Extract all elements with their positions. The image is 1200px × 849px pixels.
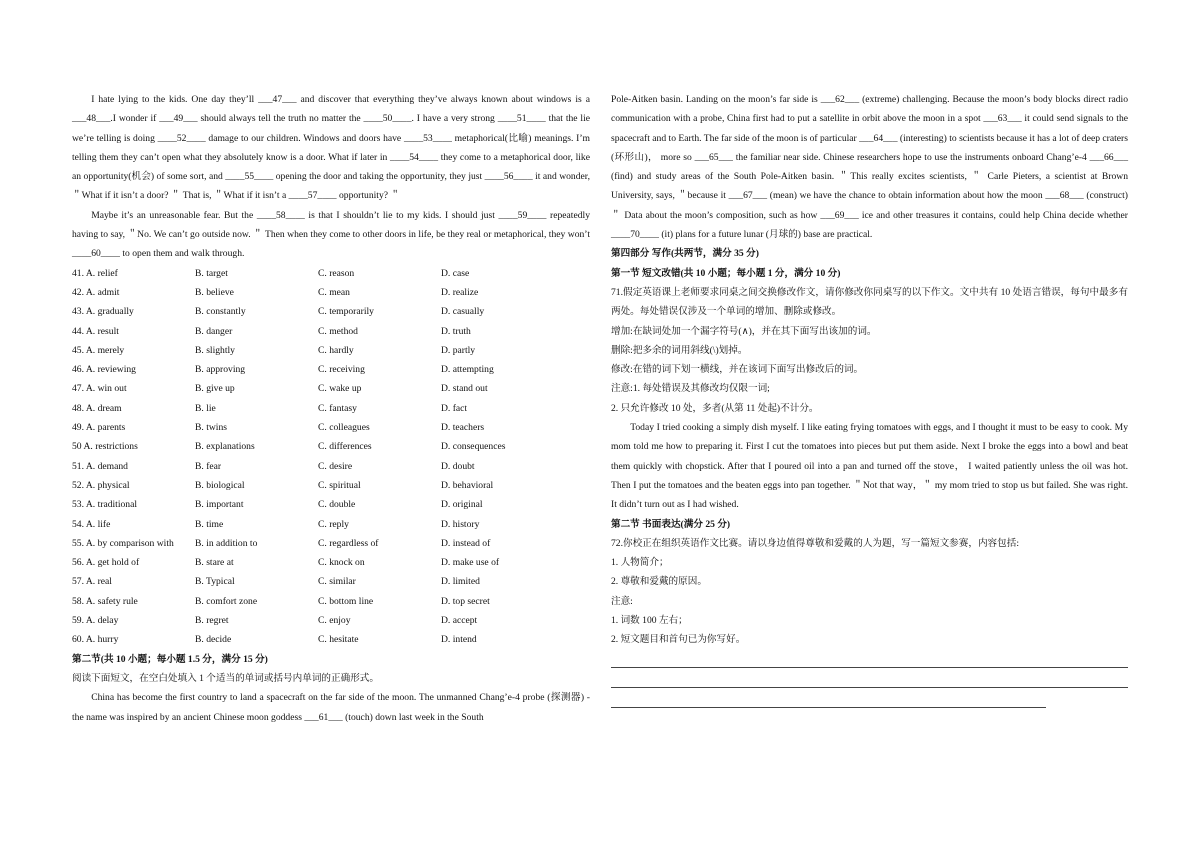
option-row — [72, 379, 590, 398]
option-row — [72, 611, 590, 630]
option-c[interactable]: C. colleagues — [318, 422, 370, 434]
option-a[interactable]: 46. A. reviewing — [72, 364, 136, 376]
option-b[interactable]: B. decide — [195, 634, 232, 646]
option-a[interactable]: 42. A. admit — [72, 286, 120, 298]
option-row — [72, 264, 590, 283]
option-a[interactable]: 58. A. safety rule — [72, 595, 138, 607]
note-1: 注意:1. 每处错误及其修改均仅限一词; — [611, 383, 770, 395]
option-b[interactable]: B. important — [195, 499, 244, 511]
option-a[interactable]: 51. A. demand — [72, 460, 128, 472]
right-column — [611, 90, 1128, 710]
option-a[interactable]: 49. A. parents — [72, 422, 126, 434]
rule-add: 增加:在缺词处加一个漏字符号(∧)，并在其下面写出该加的词。 — [611, 325, 877, 337]
answer-line-3[interactable] — [611, 690, 1046, 708]
option-c[interactable]: C. spiritual — [318, 479, 361, 491]
option-a[interactable]: 54. A. life — [72, 518, 111, 530]
option-d[interactable]: D. consequences — [441, 441, 506, 453]
option-c[interactable]: C. hesitate — [318, 634, 359, 646]
option-b[interactable]: B. constantly — [195, 306, 246, 318]
essay-text: Today I tried cooking a simply dish myself. I like eating frying tomatoes with eggs, and I thought it must to be easy to cook. My mom told me how to preparing it. First I cut the tomatoes into pieces but put them aside. Next I broke the eggs into a bowl and beat them quickly with chopstick. After that I poured oil into a pan and turned off the stove， I waited patiently unless the oil was hot. Then I put the tomatoes and the beaten eggs into pan together. ＂Not that way，＂ my mom tried to stop us but failed. She was right. It didn’t turn out as I had wished. — [611, 422, 1128, 511]
part4-title: 第四部分 写作(共两节，满分 35 分) — [611, 248, 759, 260]
section2-title: 第二节(共 10 小题；每小题 1.5 分，满分 15 分) — [72, 653, 268, 665]
option-d[interactable]: D. partly — [441, 344, 476, 356]
option-c[interactable]: C. method — [318, 325, 358, 337]
option-row — [72, 553, 590, 572]
option-d[interactable]: D. attempting — [441, 364, 494, 376]
option-b[interactable]: B. target — [195, 267, 228, 279]
left-column — [72, 90, 590, 727]
writing-title: 第二节 书面表达(满分 25 分) — [611, 518, 731, 530]
option-a[interactable]: 60. A. hurry — [72, 634, 119, 646]
option-a[interactable]: 57. A. real — [72, 576, 112, 588]
option-row — [72, 630, 590, 649]
error-correction-title: 第一节 短文改错(共 10 小题；每小题 1 分，满分 10 分) — [611, 267, 841, 279]
point-2: 2. 尊敬和爱戴的原因。 — [611, 576, 707, 588]
option-b[interactable]: B. give up — [195, 383, 235, 395]
option-b[interactable]: B. believe — [195, 286, 234, 298]
option-c[interactable]: C. double — [318, 499, 356, 511]
option-b[interactable]: B. lie — [195, 402, 216, 414]
option-a[interactable]: 44. A. result — [72, 325, 119, 337]
option-c[interactable]: C. similar — [318, 576, 356, 588]
option-b[interactable]: B. Typical — [195, 576, 235, 588]
option-d[interactable]: D. truth — [441, 325, 471, 337]
option-row — [72, 476, 590, 495]
cloze-paragraph-1: I hate lying to the kids. One day they’ll ___47___ and discover that everything they’ve always known about windows is a ___48___.I wonder if ___49___ should always tell the truth no matter the ____50____. I have a very strong ____51____ that the lie we’re telling is doing ____52____ damage to our children. Windows and doors have ____53____ metaphorical(比喻) meanings. I’m telling them they can’t open what they absolutely know is a door. What if later in ____54____ they come to a metaphorical door, like an opportunity(机会) of some sort, and ____55____ opening the door and taking the opportunity, they just ____56____ it and wonder, ＂What if it isn’t a door? ＂ That is, ＂What if it isn’t a ____57____ opportunity? ＂ — [72, 94, 590, 202]
option-row — [72, 572, 590, 591]
option-a[interactable]: 41. A. relief — [72, 267, 118, 279]
notice-2: 2. 短文题目和首句已为你写好。 — [611, 634, 746, 646]
option-b[interactable]: B. stare at — [195, 557, 234, 569]
option-row — [72, 341, 590, 360]
option-a[interactable]: 43. A. gradually — [72, 306, 134, 318]
option-c[interactable]: C. fantasy — [318, 402, 357, 414]
option-d[interactable]: D. teachers — [441, 422, 485, 434]
option-row — [72, 302, 590, 321]
option-d[interactable]: D. stand out — [441, 383, 488, 395]
option-c[interactable]: C. differences — [318, 441, 372, 453]
option-c[interactable]: C. receiving — [318, 364, 365, 376]
option-c[interactable]: C. mean — [318, 286, 350, 298]
answer-line-2[interactable] — [611, 670, 1128, 688]
option-b[interactable]: B. time — [195, 518, 224, 530]
option-row — [72, 534, 590, 553]
option-c[interactable]: C. enjoy — [318, 615, 351, 627]
answer-line-1[interactable] — [611, 650, 1128, 668]
option-b[interactable]: B. biological — [195, 479, 245, 491]
notice-label: 注意: — [611, 595, 633, 607]
option-c[interactable]: C. desire — [318, 460, 353, 472]
error-correction-intro: 71.假定英语课上老师要求同桌之间交换修改作文，请你修改你同桌写的以下作文。文中共有 10 处语言错误，每句中最多有两处。每处错误仅涉及一个单词的增加、删除或修改。 — [611, 286, 1128, 318]
option-d[interactable]: D. case — [441, 267, 470, 279]
section2-instruction: 阅读下面短文，在空白处填入 1 个适当的单词或括号内单词的正确形式。 — [72, 672, 379, 684]
option-a[interactable]: 53. A. traditional — [72, 499, 138, 511]
option-d[interactable]: D. doubt — [441, 460, 475, 472]
option-a[interactable]: 52. A. physical — [72, 479, 130, 491]
option-b[interactable]: B. fear — [195, 460, 222, 472]
note-2: 2. 只允许修改 10 处，多者(从第 11 处起)不计分。 — [611, 402, 819, 414]
option-c[interactable]: C. reason — [318, 267, 355, 279]
option-d[interactable]: D. instead of — [441, 537, 491, 549]
option-a[interactable]: 59. A. delay — [72, 615, 119, 627]
option-row — [72, 437, 590, 456]
option-c[interactable]: C. temporarily — [318, 306, 374, 318]
option-c[interactable]: C. knock on — [318, 557, 365, 569]
passage2-continued: Pole-Aitken basin. Landing on the moon’s far side is ___62___ (extreme) challenging. Because the moon’s body blocks direct radio communication with a probe, China first had to put a satellite in orbit above the moon in a spot ___63___ it could send signals to the spacecraft and to Earth. The far side of the moon is of particular ___64___ (interesting) to scientists because it has a lot of deep craters (环形山)， more so ___65___ the familiar near side. Chinese researchers hope to use the instruments onboard Chang’e-4 ___66___ (find) and study areas of the South Pole-Aitken basin. ＂This really excites scientists, ＂ Carle Pieters, a scientist at Brown University, says, ＂because it ___67___ (mean) we have the chance to obtain information about how the moon ___68___ (construct) ＂ Data about the moon’s composition, such as how ___69___ ice and other treasures it contains, could help China decide whether ____70____ (it) plans for a future lunar (月球的) base are practical. — [611, 94, 1128, 241]
option-a[interactable]: 47. A. win out — [72, 383, 127, 395]
option-d[interactable]: D. history — [441, 518, 480, 530]
option-a[interactable]: 56. A. get hold of — [72, 557, 140, 569]
option-b[interactable]: B. comfort zone — [195, 595, 258, 607]
option-a[interactable]: 45. A. merely — [72, 344, 125, 356]
rule-delete: 删除:把多余的词用斜线(\)划掉。 — [611, 344, 748, 356]
notice-1: 1. 词数 100 左右； — [611, 615, 688, 627]
option-d[interactable]: D. make use of — [441, 557, 500, 569]
cloze-paragraph-2: Maybe it’s an unreasonable fear. But the ____58____ is that I shouldn’t lie to my kids. I should just ____59____ repeatedly having to say, ＂No. We can’t go outside now. ＂ Then when they come to other doors in life, be they real or metaphorical, they won’t ____60____ to open them and walk through. — [72, 209, 590, 260]
option-row — [72, 283, 590, 302]
option-b[interactable]: B. twins — [195, 422, 227, 434]
option-d[interactable]: D. casually — [441, 306, 485, 318]
option-row — [72, 515, 590, 534]
option-b[interactable]: B. regret — [195, 615, 229, 627]
option-row — [72, 399, 590, 418]
option-b[interactable]: B. danger — [195, 325, 233, 337]
option-row — [72, 495, 590, 514]
option-b[interactable]: B. explanations — [195, 441, 255, 453]
option-c[interactable]: C. hardly — [318, 344, 354, 356]
task-72: 72.你校正在组织英语作文比赛。请以身边值得尊敬和爱戴的人为题，写一篇短文参赛，内容包括: — [611, 537, 1020, 549]
option-row — [72, 322, 590, 341]
option-c[interactable]: C. reply — [318, 518, 349, 530]
option-c[interactable]: C. wake up — [318, 383, 362, 395]
option-d[interactable]: D. behavioral — [441, 479, 494, 491]
option-d[interactable]: D. intend — [441, 634, 477, 646]
passage2-start: China has become the first country to land a spacecraft on the far side of the moon. The unmanned Chang’e-4 probe (探测器) - the name was inspired by an ancient Chinese moon goddess ___61___ (touch) down last week in the South — [72, 692, 590, 723]
option-row — [72, 457, 590, 476]
option-a[interactable]: 48. A. dream — [72, 402, 122, 414]
option-d[interactable]: D. original — [441, 499, 483, 511]
option-d[interactable]: D. realize — [441, 286, 479, 298]
option-b[interactable]: B. approving — [195, 364, 246, 376]
option-row — [72, 418, 590, 437]
option-c[interactable]: C. bottom line — [318, 595, 374, 607]
option-d[interactable]: D. limited — [441, 576, 480, 588]
option-a[interactable]: 50 A. restrictions — [72, 441, 138, 453]
option-b[interactable]: B. slightly — [195, 344, 235, 356]
rule-modify: 修改:在错的词下划一横线，并在该词下面写出修改后的词。 — [611, 364, 864, 376]
option-c[interactable]: C. regardless of — [318, 537, 379, 549]
point-1: 1. 人物简介； — [611, 557, 669, 569]
option-d[interactable]: D. top secret — [441, 595, 490, 607]
option-a[interactable]: 55. A. by comparison with — [72, 537, 174, 549]
option-d[interactable]: D. fact — [441, 402, 468, 414]
option-row — [72, 360, 590, 379]
option-row — [72, 592, 590, 611]
option-d[interactable]: D. accept — [441, 615, 478, 627]
cloze-options — [72, 264, 590, 650]
option-b[interactable]: B. in addition to — [195, 537, 258, 549]
